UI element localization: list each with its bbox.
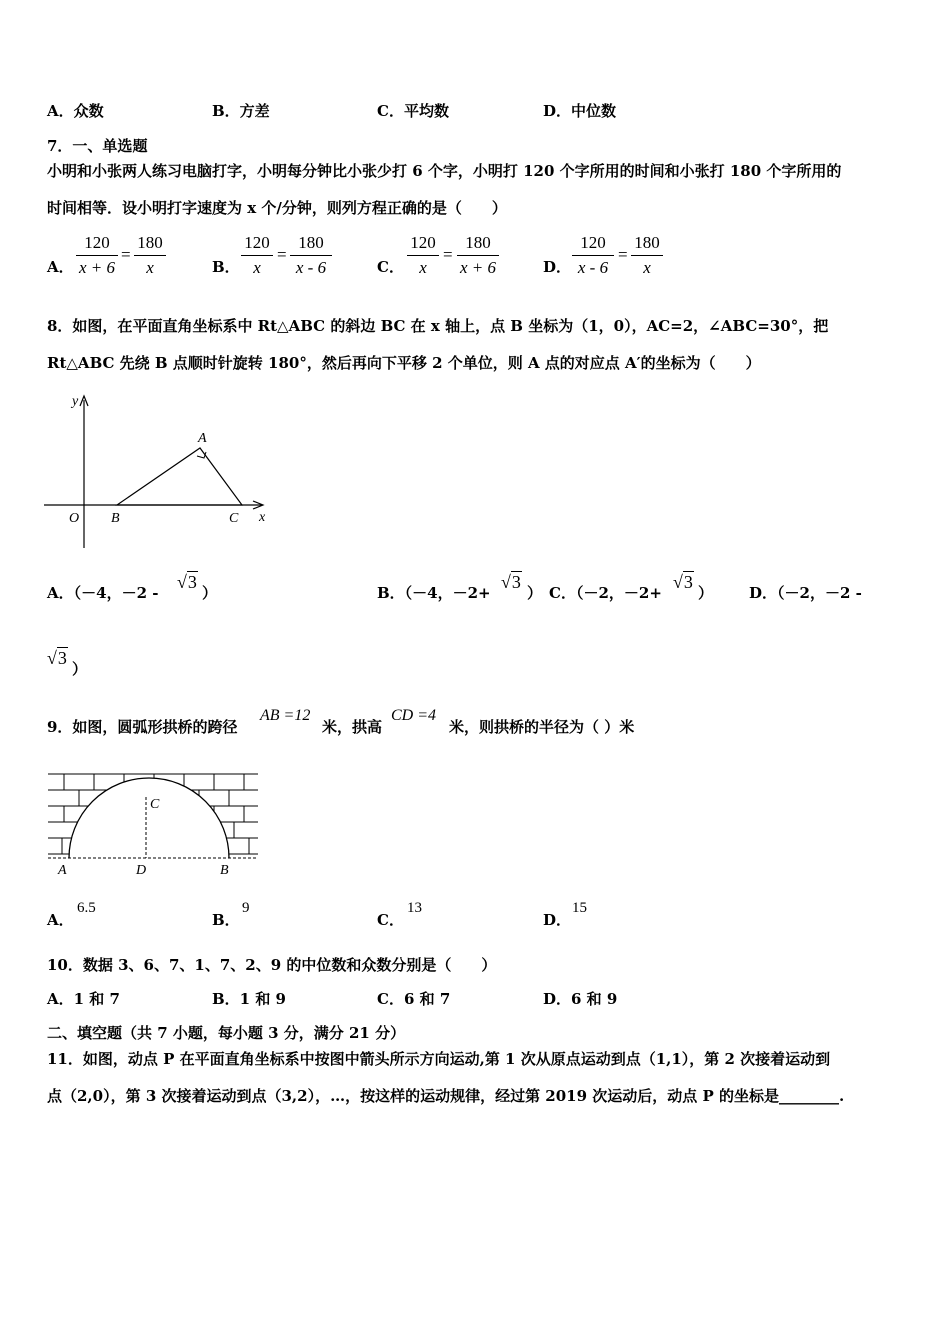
- q7-stem-line1: 小明和小张两人练习电脑打字，小明每分钟比小张少打 6 个字，小明打 120 个字所用的时间和小张打 180 个字所用的: [47, 162, 842, 180]
- brick-wall: [48, 774, 258, 854]
- denominator: x: [419, 258, 427, 277]
- numerator: 120: [84, 233, 110, 252]
- option-label: C．: [377, 258, 404, 276]
- numerator: 120: [244, 233, 270, 252]
- point-d-label: D: [136, 863, 147, 878]
- equals-sign: =: [443, 245, 453, 264]
- equals-sign: =: [121, 245, 131, 264]
- q11-stem-line1: 11．如图，动点 P 在平面直角坐标系中按图中箭头所示方向运动,第 1 次从原点运动到点（1,1），第 2 次接着运动到: [47, 1050, 831, 1068]
- denominator: x - 6: [577, 258, 609, 277]
- q10-option-a: A．1 和 7: [47, 990, 120, 1008]
- option-close: ）: [527, 584, 543, 602]
- denominator: x: [146, 258, 154, 277]
- radicand: 3: [57, 648, 67, 668]
- q9-option-b-label: B．: [212, 911, 240, 929]
- radicand: 3: [187, 572, 197, 592]
- q6-option-d: D．中位数: [543, 102, 617, 120]
- option-label: A．: [47, 258, 74, 276]
- option-close: ）: [202, 584, 218, 602]
- point-a-label: A: [198, 431, 207, 446]
- radicand: 3: [683, 572, 693, 592]
- q6-option-a: A．众数: [47, 102, 104, 120]
- section-heading: 二、填空题（共 7 小题，每小题 3 分，满分 21 分）: [47, 1024, 406, 1042]
- option-text: B．（－4，－2+: [377, 584, 491, 602]
- option-close: ）: [698, 584, 714, 602]
- option-text: D．（－2，－2 -: [749, 584, 862, 602]
- denominator: x: [253, 258, 261, 277]
- q9-bridge-figure: [44, 770, 262, 882]
- q9-ab-expression: AB =12: [260, 707, 311, 724]
- origin-label: O: [69, 511, 80, 526]
- option-text: A．（－4，－2 -: [47, 584, 159, 602]
- triangle-abc: [117, 448, 242, 505]
- fraction-left: [572, 233, 614, 281]
- fraction-right: [290, 233, 332, 281]
- equals-sign: =: [277, 245, 287, 264]
- point-c-label: C: [150, 797, 160, 812]
- q7-stem-line2: 时间相等．设小明打字速度为 x 个/分钟，则列方程正确的是（ ）: [47, 199, 507, 217]
- q11-stem-line2: 点（2,0），第 3 次接着运动到点（3,2），…，按这样的运动规律，经过第 2019 次运动后，动点 P 的坐标是________.: [47, 1087, 845, 1105]
- fraction-left: [241, 233, 273, 281]
- q10-option-b: B．1 和 9: [212, 990, 286, 1008]
- radicand: 3: [511, 572, 521, 592]
- q9-option-c-value: 13: [407, 900, 422, 916]
- point-b-label: B: [220, 863, 229, 878]
- option-text: C．（－2，－2+: [549, 584, 662, 602]
- q7-heading: 7．一、单选题: [47, 137, 148, 155]
- denominator: x + 6: [78, 258, 116, 277]
- q9-stem-mid: 米，拱高: [322, 718, 383, 736]
- point-c-label: C: [229, 511, 239, 526]
- numerator: 180: [298, 233, 324, 252]
- numerator: 180: [137, 233, 163, 252]
- denominator: x - 6: [295, 258, 327, 277]
- q9-stem-post: 米，则拱桥的半径为（ ）米: [449, 718, 635, 736]
- fraction-right: [134, 233, 166, 281]
- q10-stem: 10．数据 3、6、7、1、7、2、9 的中位数和众数分别是（ ）: [47, 956, 497, 974]
- equals-sign: =: [618, 245, 628, 264]
- q9-option-c-label: C．: [377, 911, 404, 929]
- option-close: ）: [72, 660, 88, 678]
- numerator: 180: [465, 233, 491, 252]
- sqrt-expression: √3: [673, 572, 693, 592]
- numerator: 120: [410, 233, 436, 252]
- q9-option-b-value: 9: [242, 900, 250, 916]
- q10-option-d: D．6 和 9: [543, 990, 618, 1008]
- q9-option-a-label: A．: [47, 911, 74, 929]
- right-angle-mark: [197, 452, 206, 458]
- q8-stem-line1: 8．如图，在平面直角坐标系中 Rt△ABC 的斜边 BC 在 x 轴上，点 B 坐标为（1，0），AC=2，∠ABC=30°，把: [47, 317, 829, 335]
- q10-option-c: C．6 和 7: [377, 990, 451, 1008]
- option-label: B．: [212, 258, 240, 276]
- fraction-left: [76, 233, 118, 281]
- point-a-label: A: [58, 863, 67, 878]
- point-b-label: B: [111, 511, 120, 526]
- q8-stem-line2: Rt△ABC 先绕 B 点顺时针旋转 180°，然后再向下平移 2 个单位，则 A 点的对应点 A′的坐标为（ ）: [47, 354, 761, 372]
- q9-stem-pre: 9．如图，圆弧形拱桥的跨径: [47, 718, 238, 736]
- y-axis-label: y: [72, 394, 79, 409]
- fraction-right: [631, 233, 663, 281]
- sqrt-expression: √3: [501, 572, 521, 592]
- q9-option-a-value: 6.5: [77, 900, 96, 916]
- denominator: x: [643, 258, 651, 277]
- q9-option-d-value: 15: [572, 900, 587, 916]
- fraction-left: [407, 233, 439, 281]
- option-label: D．: [543, 258, 572, 276]
- q9-option-d-label: D．: [543, 911, 572, 929]
- denominator: x + 6: [459, 258, 497, 277]
- q8-coordinate-figure: [40, 390, 280, 555]
- numerator: 120: [580, 233, 606, 252]
- x-axis-label: x: [259, 510, 266, 525]
- numerator: 180: [634, 233, 660, 252]
- q6-option-b: B．方差: [212, 102, 270, 120]
- sqrt-expression: √3: [47, 648, 67, 668]
- fraction-right: [457, 233, 499, 281]
- q6-option-c: C．平均数: [377, 102, 449, 120]
- sqrt-expression: √3: [177, 572, 197, 592]
- q9-cd-expression: CD =4: [391, 707, 437, 724]
